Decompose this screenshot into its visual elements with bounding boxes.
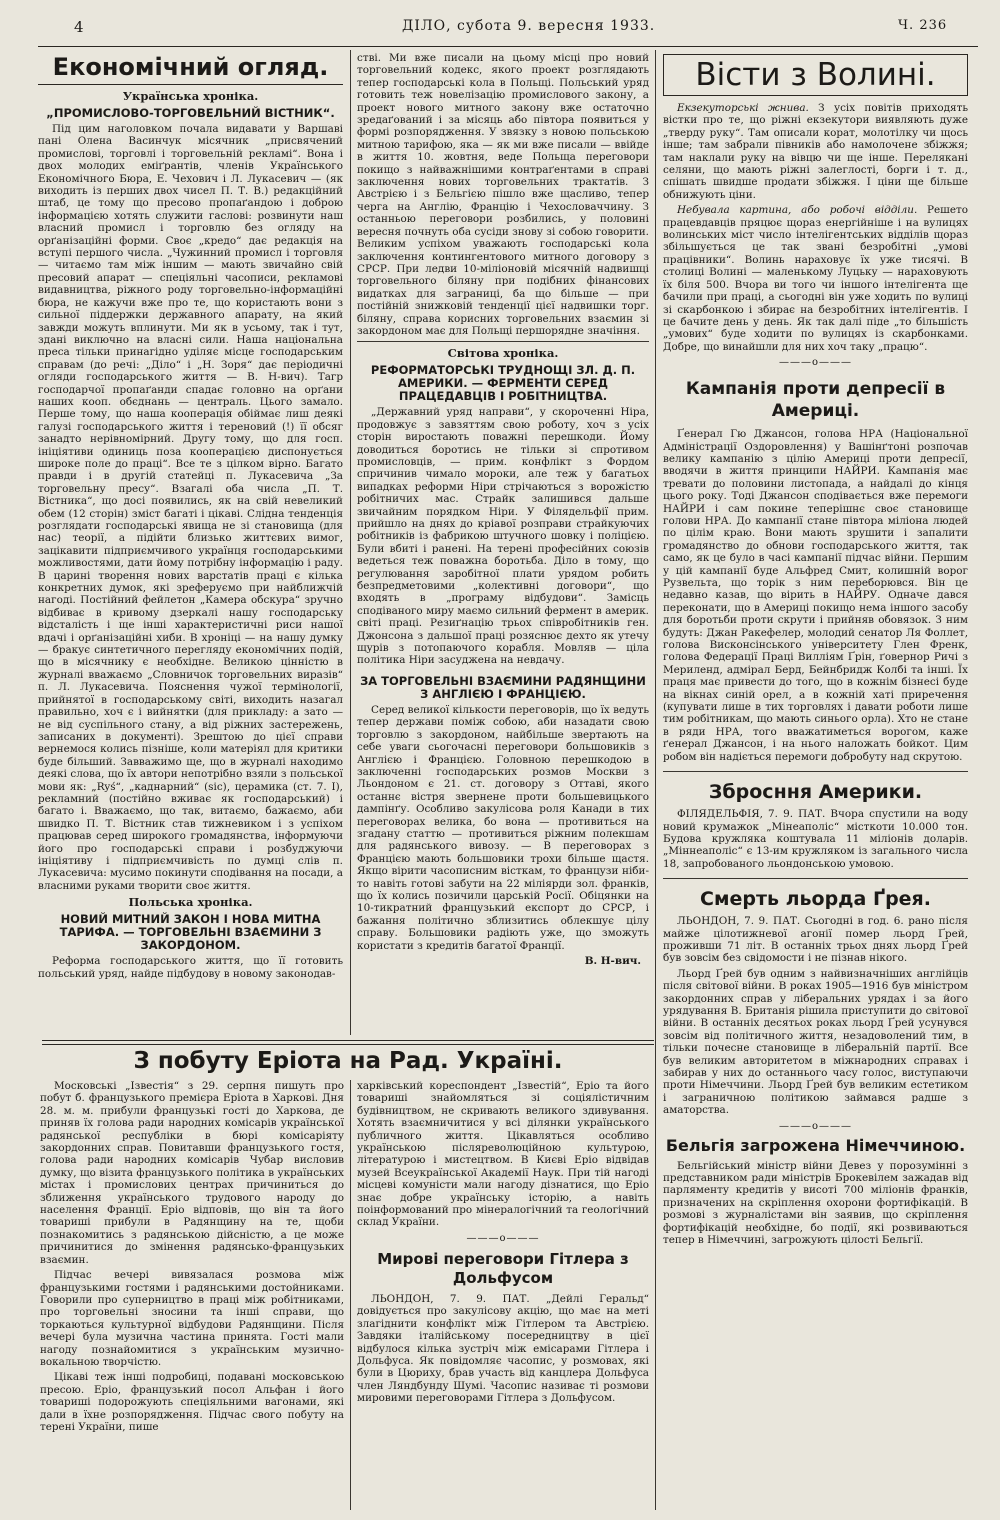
section-rule [663, 771, 968, 772]
article-paragraph: ЛЬОНДОН, 7. 9. ПАТ. Сьогодні в год. 6. рано після майже цілотижневої агонії помер льорд Ґрей, проживши 71 літ. В останніх трьох днях льорд Ґрей був зовсім без свідомости і не пізнав нікого. [663, 915, 968, 965]
ornament-separator: ———о——— [778, 357, 853, 369]
bottom-section-rule [42, 1040, 654, 1045]
column-2 [357, 52, 649, 1035]
section-rule [663, 878, 968, 879]
article-paragraph: Серед великої кількости переговорів, що їх ведуть тепер держави поміж собою, аби назадати свою торговлю з закордоном, найбільше звертають на себе уваги сьогочасні переговори большовиків з Англією і Францією. Головною перешкодою в заключенні господарських розмов Москви з Льондоном є 21. ст. договору з Оттаві, якого останнє вістря звернене проти большевицького дампінґу. Особливо закулісова роля Канади в тих переговорах велика, бо вона — противиться на згадану статтю — противиться ріжним полекшам для радянського вивозу. — В переговорах з Францією мають большовики трохи більше щастя. Якщо вірити часописним вісткам, то французи ніби-то навіть готові забути на 22 міліярди зол. франків, що їх колись позичили царській Росії. Обіцянки на 10-тикратний французький експорт до СРСР, і бажання політично зблизитись облекшує цілу справу. Большовики радіють уже, що зможуть користати з кредитів багатої Франції. [357, 703, 649, 952]
article-paragraph [663, 102, 968, 201]
paragraph-lead: Екзекуторські жнива. [677, 102, 809, 114]
column-3 [663, 52, 968, 1512]
article-title-grey-death: Смерть льорда Ґрея. [700, 888, 931, 911]
article-paragraph: ЛЬОНДОН, 7. 9. ПАТ. „Дейлі Геральд“ довідується про закулісову акцію, що має на меті злагіднити конфлікт між Гітлером та Австрією. Завдяки італійському посередництву в цієї відбулося кілька зустріч між емісарами Гітлера і Дольфуса. Як повідомляє часопис, у розмовах, які були в Цюриху, брав участь від канцлера Дольфуса член Ляндбунду Шумі. Часопис називає ті розмови мировими переговорами Гітлера з Дольфусом. [357, 1292, 649, 1405]
page-number: 4 [74, 18, 85, 36]
article-paragraph: ФІЛЯДЕЛЬФІЯ, 7. 9. ПАТ. Вчора спустили на воду новий крумажок „Мінеаполіс“ місткоти 10.000 тон. Будова кружляка коштувала 11 міліонів доларів. „Міннеаполіс“ є 13-им кружляком із загального числа 18, запробованого льондонською умовою. [663, 808, 968, 870]
article-paragraph: Цікаві теж інші подробиці, подавані московською пресою. Еріо, французький посол Альфан і його товариші подорожують спеціяльними вагонами, які дали в їхне розпорядження. Підчас свого побуту на терені України, пише [40, 1371, 344, 1433]
ukrainian-chronicle-heading: Українська хроніка. [122, 89, 259, 103]
paragraph-body: Решето працевдавців пряцює щораз енергійніше і на вулицях волинських міст число інтелігентських відділів щораз збільшується це так звані безробітні „умові працівники“. Волинь нараховує їх уже тисячі. В столиці Волині — маленькому Луцьку — нараховують їх біля 500. Вчора ви того чи іншого інтелігента ще бачили при праці, а сьогодні він уже ходить по вулиці зі скарбонкою і збирає на безробітних інтелігентів. І це бачите день у день. Як так далі піде „то більшість „умових“ буде ходити по вулицях із скарбонками. Добре, що винайшли для них хоч таку „працю“. [663, 204, 968, 353]
article-paragraph: Московські „Ізвестія“ з 29. серпня пишуть про побут б. французького премієра Еріота в Харкові. Дня 28. м. м. прибули французькі гості до Харкова, де приняв їх голова ради народних комісарів української радянської республіки в бюрі комісаріяту закордонних справ. Повитавши французького гостя, голова ради народних комісарів Чубар висловив думку, що візита французького політика в українських містах і промислових центрах причиниться до зближення українського трудового народу до населення Франції. Еріо відповів, що він та його товариші прибули в Радянщину на те, щоби познакомитись з радянською дійсністю, а це може причинитися до змінення радянсько-французьких взаємин. [40, 1080, 344, 1266]
world-chronicle-heading: Світова хроніка. [447, 346, 559, 361]
article-paragraph: Під цим наголовком почала видавати у Варшаві пані Олена Васинчук місячник „присвячений промислові, торговлі і торговельній рекламі“. Вона і двох молодих еміґрантів, членів Українського Економічного Бюра, Е. Чехович і Л. Лукасевич — (як виходить із перших двох чисел П. Т. В.) редакційний штаб, це тому що пресово пропаґандою і доброю інформацією хотять служити гаслові: розвинути наш власний промисл і торговлю без огляду на орґанізаційні форми. Своє „кредо“ дає редакція на вступі першого числа. „Чужинний промисл і торговля — читаємо там між іншим — мають звичайно свій пресовий апарат — спеціяльні часописи, рекламові видавництва, ріжного роду торговельно-інформаційні бюра, не кажучи вже про те, що користають вони з сильної піддержки державного апарату, на який завжди можуть вплинути. Ми як в усьому, так і тут, здані виключно на власні сили. Наша національна преса тільки принагідно уділяє місце господарським справам (до речі: „Діло“ і „Н. Зоря“ дає періодичні огляди господарського життя — В. Н-вич). Тагр господарчої пропаґанди спадає головно на орґани наших кооп. обєднань — централь. Цього замало. Перше тому, що наша кооперація обіймає лиш деякі галузі господарського життя і тереновий (!) її обсяг занадто нерівномірний. Другу тому, що для госп. ініціятиви одиниць поза кооперацією диспонується широке поле до праці“. Все те з цілком вірно. Багато правди і в другій статейці п. Лукасевича „За торговельну пресу“. Взагалі оба числа „П. Т. Вістника“, що досі появились, як на свій невеликий обем (12 сторін) зміст багаті і цікаві. Слідна тенденція розглядати господарські явища не зі становища (для нас) теорії, а підійти близько життєвих вимог, зацікавити підприємчивого українця господарськими можливостями, дати йому потрібну інформацію і раду. В царині творення нових варстатів праці є кілька конкретних думок, які зреферуємо при найближчій нагоді. Постійний фейлетон „Камера обскура“ зручно відбиває в кривому дзеркалі нашу господарську відсталість і ще інші характеристичні риси нашої вдачі і орґанізаційні хиби. В хроніці — на нашу думку — бракує синтетичного перегляду економічних подій, що в місячнику є необхідне. Великою цінністю в журналі вважаємо „Словничок торговельних виразів“ п. Л. Лукасевича. Пояснення чужої термінології, прийнятої в господарському світі, виходить назагал правильно, хоч є і вийнятки (для прикладу: а зато — не від суспільного стану, а від ріжних застережень, записаних в документі). Зрештою до цієї справи вернемося колись пізніше, коли матеріял для критики буде більший. Завважимо ще, що в журналі находимо деякі слова, що їх автори непотрібно взяли з польської мови як: „Ryś“, „каднарний“ (sic), церамика (ст. 7. I), рекламний (постійно вживає як господарський) і багато і. Вважаємо, що так, витаємо, бажаємо, аби швидко П. Т. Вістник став тижневиком і з успіхом працював серед широкого громадянства, інформуючи його про господарські справи і розбуджуючи ініціятиву і підприємчивість по думці слів п. Лукасевича: мусимо покинути сподівання на посади, а власними руками творити своє життя. [38, 123, 343, 892]
article-title-armament: Збросння Америки. [708, 781, 923, 804]
herriot-article-title: З побуту Еріота на Рад. Україні. [133, 1048, 563, 1074]
article-paragraph: Льорд Ґрей був одним з найвизначніших англійців після світової війни. В роках 1905—1916 був міністром закордонних справ у ліберальних урядах і за його урядування В. Британія рішила приступити до світової війни. В останніх десятьох роках льорд Ґрей усунувся зовсім від політичного життя, незадоволений тим, в тільки почесне становище в ліберальній партії. Все був великим авторитетом в міжнародних справах і забирав у них до останнього часу голос, виступаючи проти Німеччини. Льорд Ґрей був великим естетиком і заграничною політикою займався радше з аматорства. [663, 967, 968, 1117]
article-paragraph: Реформа господарського життя, що її готовить польський уряд, найде підбудову в новому законодав- [38, 955, 343, 980]
article-title-depression-campaign: Кампанія проти депресії в Америці. [685, 379, 946, 422]
article-title-belgium: Бельгія загрожена Німеччиною. [665, 1135, 966, 1155]
column-divider-3 [350, 1080, 351, 1510]
polish-chronicle-heading: Польська хроніка. [128, 895, 253, 910]
article-paragraph: стві. Ми вже писали на цьому місці про новий торговельний кодекс, якого проект розглядають тепер господарські кола в Польщі. Польський уряд готовить теж новелізацію промислового закону, а проект нового митного закону вже остаточно зредаґований і за місяць або півтора появиться у формі розпорядження. У звязку з новою польською митною тарифою, яка — як ми вже писали — ввійде в життя 10. жовтня, веде Польща переговори покищо з найважнішими контраґентами в справі заключення нових торговельних трактатів. З Австрією і з Бельгією пішло вже щасливо, тепер черга на Англію, Францію і Чехословаччину. З останньою переговори розбились, у половині вересня почнуть оба сусіди знову зі собою говорити. Великим успіхом уважають господарські кола заключення контингентового митного договору з СРСР. При ледви 10-міліоновій місячній надвишці торговельного біляну при подібних фінансових видатках для заграниці, ба що більше — при постійній знижковій тенденції цієї надвишки торг. біляну, справа корисних торговельних взаємин зі закордоном має для Польщі першорядне значіння. [357, 52, 649, 337]
article-title-customs-law: НОВИЙ МИТНИЙ ЗАКОН І НОВА МИТНА ТАРИФА. — ТОРГОВЕЛЬНІ ВЗАЄМИНИ З ЗАКОРДОНОМ. [59, 912, 322, 953]
article-paragraph: Підчас вечері вивязалася розмова між французькими гостями і радянськими достойниками. Говорили про суперництво в праці між робітниками, про торговельні зносини та інші справи, що торкаються культурної відбудови Радянщини. Після вечері була музична частина принята. Гості мали нагоду познайомитися з українським музично-вокальною творчістю. [40, 1269, 344, 1368]
article-title-soviet-trade: ЗА ТОРГОВЕЛЬНІ ВЗАЄМИНИ РАДЯНЩИНИ З АНГЛІЄЮ І ФРАНЦІЄЮ. [360, 673, 646, 701]
article-title-vistnyk: „ПРОМИСЛОВО-ТОРГОВЕЛЬНИЙ ВІСТНИК“. [46, 106, 335, 120]
column-divider-1 [350, 50, 351, 1035]
bottom-right-column [357, 1080, 649, 1510]
section-rule [357, 341, 649, 342]
issue-number: Ч. 236 [898, 18, 948, 33]
volhynia-news-title: Вісти з Волині. [663, 54, 968, 96]
bottom-left-column [40, 1080, 344, 1510]
column-divider-2 [655, 50, 656, 1510]
author-signature: В. Н-вич. [584, 955, 641, 967]
economic-review-title: Економічний огляд. [38, 52, 343, 85]
article-title-usa-reform: РЕФОРМАТОРСЬКІ ТРУДНОЩІ ЗЛ. Д. П. АМЕРИКИ. — ФЕРМЕНТИ СЕРЕД ПРАЦЕДАВЦІВ І РОБІТНИЦТВА. [370, 363, 636, 404]
article-paragraph: Ґенерал Гю Джансон, голова НРА (Національної Адміністрації Оздоровлення) у Вашінґтоні розпочав велику кампанію з цілію Америці проти депресії, вводячи в життя принципи НАЙРИ. Кампанія має тревати до половини листопада, а найдалі до кінця цього року. Тоді Джансон сподівається вже перемоги НАЙРИ і сам покине теперішнє своє становище голови НРА. До кампанії стане півтора міліона людей по цілім краю. Вони мають зрушити і запалити громадянство до обнови господарського життя, так само, як це було в часі кампанії підчас війни. Першим у цій кампанії буде Альфред Смит, колишній ворог Рузвельта, що торік з ним переборювся. Він це недавно казав, що вірить в НАЙРУ. Одначе дався переконати, що в Америці покищо нема іншого засобу для боротьби проти скрути і прийняв обовязок. З ним будуть: Джан Ракефелер, молодий сенатор Ля Фоллет, голова Висконсінського університету Глен Френк, голова Федерації Праці Вилліям Ґрін, ґовернор Ричі з Мериленд, адмірал Берд, Бейнбридж Колбі та інші. Їх праця має привести до того, що в кожнім бізнесі буде на вікнах синій орел, а в кожній хаті приречення (купувати лише в тих торговлях і давати роботи лише тим робітникам, що мають синього орла). Хто не стане в ряди НРА, того вважатиметься ворогом, каже ґенерал Джансон, і на нього наложать бойкот. Цим робом він надіється перемоги добробуту над скрутою. [663, 428, 968, 763]
article-paragraph: харківський кореспондент „Ізвестій“, Еріо та його товариші знайомляться зі соціялістичним будівництвом, не скривають великого здивування. Хотять взаємничитися у всі ділянки українського публичного життя. Цікавляться особливо українською післяреволюційною культурою, літературою і мистецтвом. В Києві Еріо відвідав музей Всеукраїнської Академії Наук. При тій нагоді місцеві комуністи мали нагоду дізнатися, що Еріо знає добре українську історію, а навіть поінформований про мінералогічний та геологічний склад України. [357, 1080, 649, 1229]
article-paragraph: „Державний уряд направи“, у скороченні Нірa, продовжує з завзяттям свою роботу, хоч з усіх сторін виростають поважні перешкоди. Йому доводиться боротись не тільки зі спротивом промисловців, — прим. конфлікт з Фордом спричинив чимало мороки, але теж у багатьох випадках реформи Ніри стрічаються з ворожістю робітничих мас. Страйк залишився дальше звичайним порядком Ніри. У Філядельфії прим. прийшло на днях до кріавої розправи страйкуючих робітників із фабрикою штучного шовку і поліцією. Були вбиті і ранені. На терені професійних союзів ведеться теж поважна боротьба. Діло в тому, що регулювання заробітної плати урядом робить безпредметовими „колективні договори“, що входять в „програму відбудови“. Замісць сподіваного миру маємо сильний фермент в америк. світі праці. Резиґнацію трьох співробітників ген. Джонсона з дальшої праці розяснює дехто як утечу щурів з потопаючого корабля. Мовляв — ціла політика Ніри засуджена на невдачу. [357, 406, 649, 667]
paragraph-lead: Небувала картина, або робочі відділи. [677, 204, 918, 217]
article-title-hitler-dollfuss: Мирові переговори Гітлера з Дольфусом [377, 1249, 629, 1287]
article-paragraph [663, 204, 968, 353]
masthead: ДІЛО, субота 9. вересня 1933. [402, 18, 656, 34]
header-rule [38, 46, 978, 47]
paragraph-body: З усіх повітів приходять вістки про те, що ріжні екзекутори виявляють дуже „тверду руку“. Там описали корат, молотілку чи щось іншe; там забрали півників або намолочене збіжжя; там наклали руку на вівцю чи ще інше. Переляканi селяни, що мають ріжні залеглості, борги і т. д., спішать швидше продати збіжжя. І ціни ще більше обнижують ціни. [663, 102, 968, 201]
ornament-separator: ———о——— [778, 1120, 853, 1132]
ornament-separator: ———о——— [466, 1232, 540, 1244]
article-paragraph: Бельгійський міністр війни Девез у порозумінні з представником ради міністрів Брокевілем зажадав від парляменту кредитів у висоті 700 міліонів франків, призначених на скріплення охорони фортифікацій. В розмові з журналістами він заявив, що скріплення фортифікацій необхідне, бо події, які розвиваються тепер в Німеччині, загрожують цілості Бельгії. [663, 1159, 968, 1247]
column-1 [38, 52, 343, 1035]
